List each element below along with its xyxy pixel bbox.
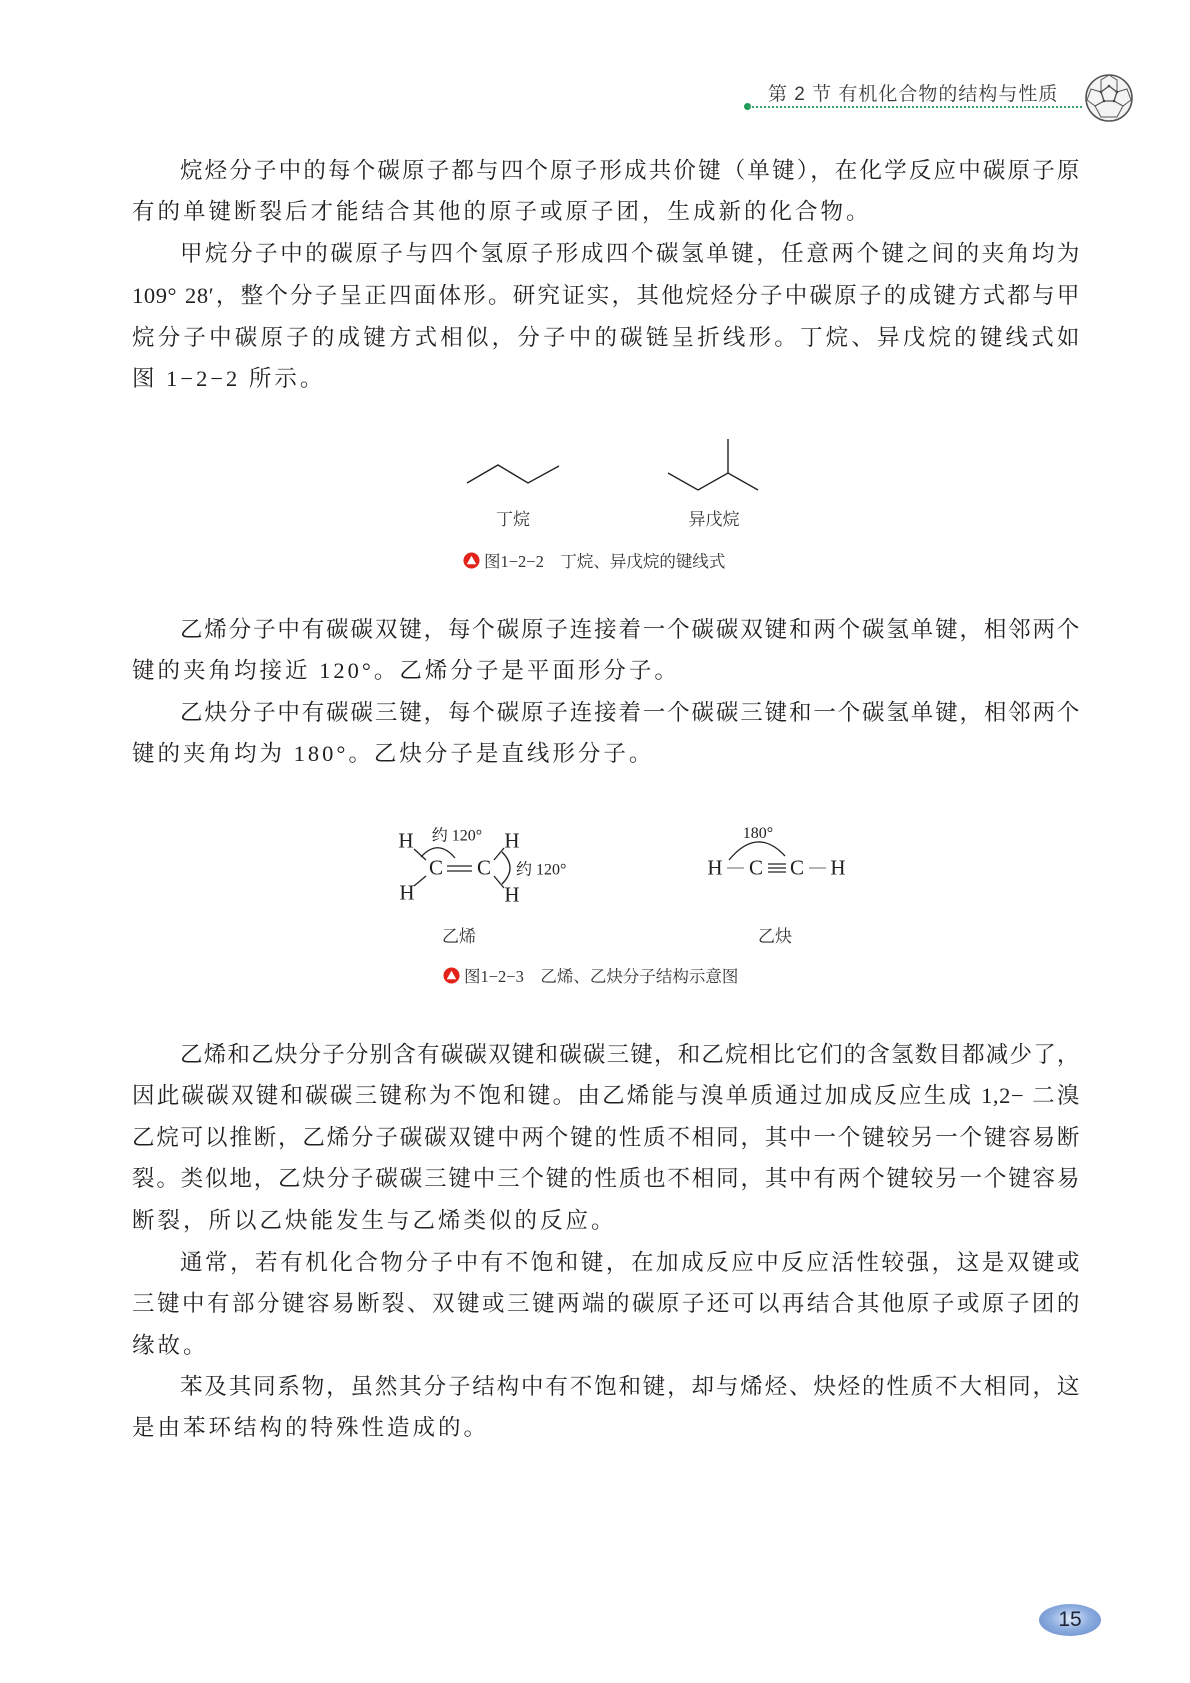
text-line: 是由苯环结构的特殊性造成的。 xyxy=(132,1415,490,1440)
atom-h: H xyxy=(707,855,723,880)
text-line: 乙烯分子中有碳碳双键，每个碳原子连接着一个碳碳双键和两个碳氢单键，相邻两个 xyxy=(180,617,1080,642)
text-line: 三键中有部分键容易断裂、双键或三键两端的碳原子还可以再结合其他原子或原子团的 xyxy=(132,1291,1080,1316)
atom-c: C xyxy=(476,855,492,880)
isopentane-label: 异戊烷 xyxy=(688,510,740,529)
acetylene-label: 乙炔 xyxy=(758,927,792,946)
atom-c: C xyxy=(789,855,805,880)
text-line: 通常，若有机化合物分子中有不饱和键，在加成反应中反应活性较强，这是双键或 xyxy=(180,1250,1080,1275)
caption-text: 图1−2−2 丁烷、异戊烷的键线式 xyxy=(484,552,726,571)
text-line: 苯及其同系物，虽然其分子结构中有不饱和键，却与烯烃、炔烃的性质不大相同，这 xyxy=(180,1374,1080,1399)
text-line: 109° 28′，整个分子呈正四面体形。研究证实，其他烷烃分子中碳原子的成键方式都与甲 xyxy=(132,283,1080,308)
text-line: 烷分子中碳原子的成键方式相似，分子中的碳链呈折线形。丁烷、异戊烷的键线式如 xyxy=(132,325,1080,350)
text-line: 裂。类似地，乙炔分子碳碳三键中三个键的性质也不相同，其中有两个键较另一个键容易 xyxy=(132,1166,1080,1191)
text-line: 因此碳碳双键和碳碳三键称为不饱和键。由乙烯能与溴单质通过加成反应生成 1,2− 二溴 xyxy=(132,1083,1080,1108)
text-line: 乙烷可以推断，乙烯分子碳碳双键中两个键的性质不相同，其中一个键较另一个键容易断 xyxy=(132,1125,1080,1150)
text-line: 键的夹角均接近 120°。乙烯分子是平面形分子。 xyxy=(132,658,680,683)
text-line: 缘故。 xyxy=(132,1333,209,1358)
atom-h: H xyxy=(504,828,520,853)
triangle-badge-icon xyxy=(443,967,460,984)
bond-angle-label: 约 120° xyxy=(516,861,567,879)
text-line: 乙烯和乙炔分子分别含有碳碳双键和碳碳三键，和乙烷相比它们的含氢数目都减少了， xyxy=(180,1042,1080,1067)
ethylene-label: 乙烯 xyxy=(442,927,476,946)
page-number xyxy=(1039,1604,1101,1636)
caption-text: 图1−2−3 乙烯、乙炔分子结构示意图 xyxy=(464,967,739,986)
section-title: 第 2 节 有机化合物的结构与性质 xyxy=(768,84,1059,105)
text-line: 烷烃分子中的每个碳原子都与四个原子形成共价键（单键），在化学反应中碳原子原 xyxy=(180,158,1080,183)
text-line: 键的夹角均为 180°。乙炔分子是直线形分子。 xyxy=(132,741,655,766)
atom-h: H xyxy=(830,855,846,880)
text-line: 乙炔分子中有碳碳三键，每个碳原子连接着一个碳碳三键和一个碳氢单键，相邻两个 xyxy=(180,700,1080,725)
page-number-text: 15 xyxy=(1058,1608,1082,1631)
atom-c: C xyxy=(748,855,764,880)
atom-h: H xyxy=(504,882,520,907)
text-line: 有的单键断裂后才能结合其他的原子或原子团，生成新的化合物。 xyxy=(132,199,872,224)
acetylene-bonds xyxy=(727,842,826,872)
butane-label: 丁烷 xyxy=(496,510,530,529)
text-line: 甲烷分子中的碳原子与四个氢原子形成四个碳氢单键，任意两个键之间的夹角均为 xyxy=(180,241,1080,266)
atom-h: H xyxy=(398,828,414,853)
atom-h: H xyxy=(399,880,415,905)
text-line: 图 1−2−2 所示。 xyxy=(132,366,326,391)
text-line: 断裂，所以乙炔能发生与乙烯类似的反应。 xyxy=(132,1208,617,1233)
bond-angle-label: 约 120° xyxy=(431,827,483,845)
atom-c: C xyxy=(428,855,444,880)
figure-caption xyxy=(443,963,738,987)
bond-angle-label: 180° xyxy=(742,825,774,842)
